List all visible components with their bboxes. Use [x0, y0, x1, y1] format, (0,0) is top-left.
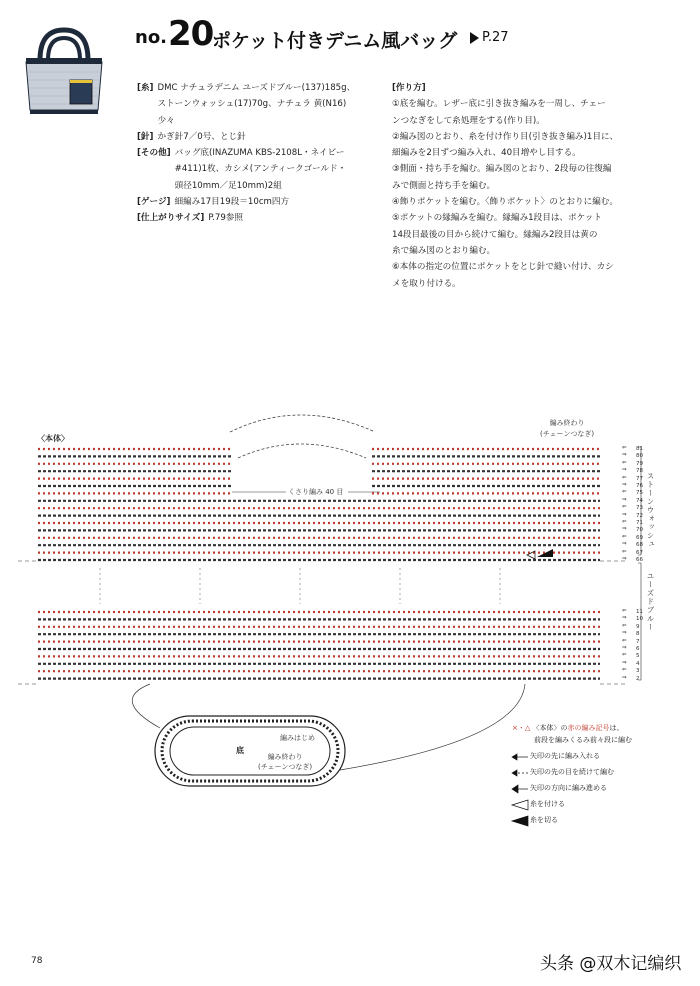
row-arrow-icon: ⇒: [622, 645, 627, 651]
row-number: 66: [636, 557, 643, 563]
materials-label: [糸]: [137, 83, 154, 93]
row-number: 5: [636, 653, 640, 660]
row-number: 6: [636, 646, 640, 652]
materials-label: [針]: [137, 131, 154, 142]
materials-text: 細編み17目19段＝10cm四方: [174, 197, 290, 208]
legend-item: [512, 796, 632, 812]
start-label: 編みはじめ: [280, 734, 315, 742]
materials-text: バッグ底(INAZUMA KBS-2108L・ネイビー #411)1枚、カシメ(アンティークゴールド・ 頭径10mm／足10mm)2組: [174, 148, 347, 191]
legend-note-line2: 前段を編みくるみ前々段に編む: [534, 736, 632, 744]
instruction-step: ⑥本体の指定の位置にポケットをとじ針で縫い付け、カシ メを取り付ける。: [392, 262, 614, 289]
row-arrow-icon: ⇒: [622, 556, 627, 562]
legend-item: [512, 764, 632, 780]
legend-item: [512, 748, 632, 764]
row-number: 2: [636, 675, 640, 682]
bottom-arrow-right: [340, 684, 525, 770]
legend-text: 矢印の先に編み入れる: [530, 752, 600, 760]
legend: [512, 720, 632, 828]
materials-text: かぎ針7／0号、とじ針: [157, 131, 246, 142]
row-arrow-icon: ⇐: [622, 667, 627, 674]
bottom-arrow-left: [132, 684, 160, 728]
pattern-title: ポケット付きデニム風バッグ: [212, 30, 458, 52]
row-arrow-icon: ⇒: [622, 615, 627, 622]
row-arrow-icon: ⇒: [622, 526, 627, 533]
row-arrow-icon: ⇐: [622, 652, 627, 659]
row-number: 10: [636, 616, 643, 623]
row-number: 7: [636, 638, 640, 645]
row-arrow-icon: ⇒: [622, 452, 627, 459]
used-blue-label: ユーズドブルー: [646, 572, 655, 632]
row-arrow-icon: ⇒: [622, 496, 627, 503]
legend-text: 糸を切る: [530, 816, 558, 824]
row-number: 77: [636, 475, 643, 482]
row-number: 4: [636, 660, 640, 667]
row-number: 69: [636, 534, 643, 541]
stitch-rows: [38, 449, 600, 679]
row-arrow-icon: ⇐: [622, 459, 627, 466]
row-arrow-icon: ⇐: [622, 548, 627, 555]
legend-item: [512, 780, 632, 796]
materials-text: P.79参照: [208, 213, 244, 224]
row-number: 68: [636, 542, 643, 549]
materials-label: [ゲージ]: [137, 197, 171, 208]
row-arrow-icon: ⇒: [622, 511, 627, 518]
body-section-label: 〈本体〉: [37, 434, 69, 443]
row-arrow-icon: ⇐: [622, 608, 627, 614]
page-reference: P.27: [482, 30, 509, 45]
materials-label: [その他]: [137, 148, 171, 159]
legend-note-suffix: は、: [609, 724, 624, 732]
row-arrow-icon: ⇐: [622, 504, 627, 511]
page-number: 78: [31, 956, 43, 966]
row-number: 70: [636, 527, 643, 534]
instruction-step: ③側面・持ち手を編む。編み図のとおり、2段毎の往復編 みで側面と持ち手を編む。: [392, 164, 612, 191]
row-arrow-icon: ⇐: [622, 489, 627, 496]
row-arrow-icon: ⇐: [622, 533, 627, 540]
row-arrow-icon: ⇒: [622, 630, 627, 637]
legend-item: [512, 812, 632, 828]
row-number: 76: [636, 483, 643, 489]
legend-note-red: 赤の編み記号: [567, 724, 610, 732]
instruction-step: ⑤ポケットの縁編みを編む。縁編み1段目は、ポケット 14段目最後の目から続けて編む。縁編み2段目は黄の 糸で編み図のとおり編む。: [392, 213, 602, 256]
bottom-end-label: 編み終わり (チェーンつなぎ): [258, 753, 313, 771]
handle-inner-arc: [238, 444, 366, 458]
legend-text: 矢印の方向に編み進める: [530, 784, 607, 792]
chain-label: くさり編み 40 目: [288, 488, 344, 496]
handle-outer-arc: [230, 415, 375, 432]
legend-text: 矢印の先の目を続けて編む: [530, 768, 614, 776]
row-arrow-icon: ⇒: [622, 674, 627, 681]
row-number: 8: [636, 631, 640, 638]
stone-wash-label: ストーンウォッシュ: [646, 472, 655, 549]
end-label: 編み終わり (チェーンつなぎ): [540, 419, 595, 438]
row-arrow-icon: ⇐: [622, 445, 627, 451]
row-number: 75: [636, 490, 643, 497]
legend-text: 糸を付ける: [530, 800, 565, 808]
row-number: 81: [636, 446, 643, 452]
materials-label: [仕上がりサイズ]: [137, 213, 205, 224]
watermark: 头条 @双木记编织: [540, 954, 682, 974]
bottom-label: 底: [236, 746, 244, 755]
row-number: 3: [636, 668, 640, 675]
row-number: 80: [636, 453, 643, 460]
row-number: 72: [636, 512, 643, 519]
row-number: 71: [636, 520, 643, 526]
pattern-number: 20: [168, 14, 214, 54]
instruction-step: ①底を編む。レザー底に引き抜き編みを一周し、チェー ンつなぎをして糸処理をする(作り目)。: [392, 99, 606, 126]
row-number: 9: [636, 623, 640, 630]
pattern-no-label: no.: [135, 27, 168, 48]
continuation-lines: [100, 568, 500, 604]
row-arrow-icon: ⇐: [622, 637, 627, 644]
row-arrow-icon: ⇒: [622, 467, 627, 474]
row-arrow-icon: ⇐: [622, 519, 627, 525]
materials-text: DMC ナチュラデニム ユーズドブルー(137)185g、 ストーンウォッシュ(17)70g、ナチュラ 黄(N16) 少々: [157, 83, 356, 126]
row-number: 73: [636, 505, 643, 512]
legend-note-prefix: 〈本体〉の: [532, 724, 568, 732]
row-arrow-icon: ⇒: [622, 659, 627, 666]
row-arrow-icon: ⇐: [622, 622, 627, 629]
row-arrow-icon: ⇒: [622, 541, 627, 548]
instruction-step: ④飾りポケットを編む。〈飾りポケット〉のとおりに編む。: [392, 197, 618, 208]
row-arrow-icon: ⇐: [622, 474, 627, 481]
row-arrow-icon: ⇒: [622, 482, 627, 488]
row-number: 78: [636, 468, 643, 475]
row-number: 74: [636, 497, 643, 504]
row-number: 79: [636, 460, 643, 467]
instructions-label: [作り方]: [392, 83, 426, 93]
row-number: 67: [636, 549, 643, 556]
instruction-step: ②編み図のとおり、糸を付け作り目(引き抜き編み)1目に、 細編みを2目ずつ編み入れ、40目増やし目する。: [392, 131, 619, 159]
row-number: 11: [636, 609, 643, 615]
bag-bottom-oval-stitch: [162, 721, 338, 781]
red-symbol: ×・△: [512, 724, 531, 732]
